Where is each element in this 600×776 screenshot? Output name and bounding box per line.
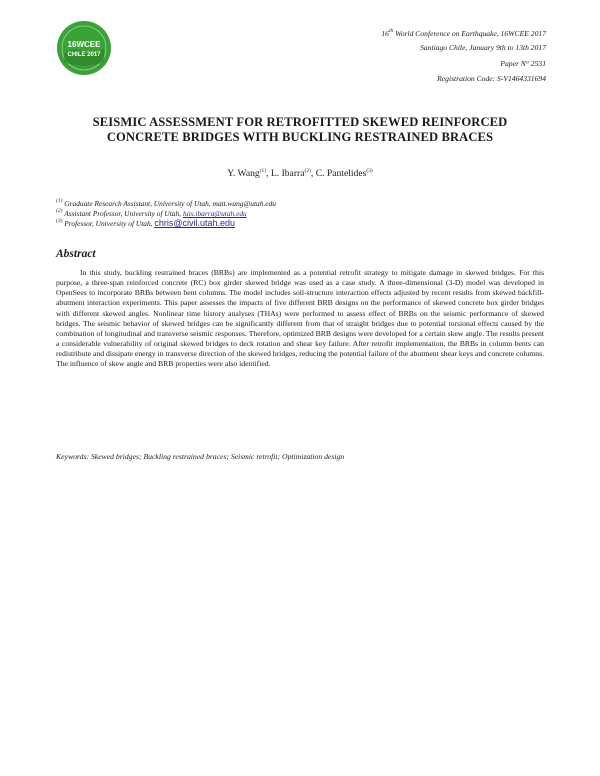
logo-line2: CHILE 2017 — [67, 52, 101, 58]
registration-code: Registration Code: S-V1464331694 — [437, 74, 546, 83]
email-link[interactable]: chris@civil.utah.edu — [154, 218, 236, 228]
title-line-2: CONCRETE BRIDGES WITH BUCKLING RESTRAINED BRACES — [106, 130, 494, 144]
title-line-1: SEISMIC ASSESSMENT FOR RETROFITTED SKEWED REINFORCED — [92, 115, 508, 129]
affiliation-2: $^{(2)}$ Assistant Professor, University of Utah, luis.ibarra@utah.edu — [56, 208, 247, 218]
abstract-heading: Abstract — [56, 248, 96, 260]
conference-name: 16th World Conference on Earthquake, 16WCEE 2017 — [381, 28, 546, 38]
paper-number: Paper N° 2531 — [500, 59, 546, 68]
paper-title — [56, 115, 544, 145]
email-link[interactable]: matt.wang@utah.edu — [212, 199, 276, 208]
conference-logo — [56, 20, 112, 76]
author-name: Y. Wang — [227, 168, 260, 179]
abstract-body: In this study, buckling restrained braces (BRBs) are implemented as a potential retrofit strategy to mitigate damage in skewed bridges. For this purpose, a three-span reinforced concrete (RC) box girder skewed bridge was used as a case study. A three-dimensional (3-D) model was developed in OpenSees to incorporate BRBs between bent columns. The model includes soil-structure interaction effects adjusted by recent results from skewed backfill-abutment interaction experiments. This paper assesses the impacts of five different BRB designs on the performance of skewed concrete box girder bridges with different skewed angles. Nonlinear time history analyses (THAs) were performed to assess effect of BRBs on the seismic performance of skewed bridges. The seismic behavior of skewed bridges can be significantly different from that of straight bridges due to potential torsional effects caused by the combination of longitudinal and transverse seismic responses. Therefore, optimized BRB designs were developed for a certain skew angle. The results present a considerable vulnerability of original skewed bridges to deck rotation and shear key failure. After retrofit implementation, the BRBs in column bents can redistribute and dissipate energy in transverse direction of the skewed bridges, reducing the potential failure of the abutment shear keys and concrete columns. The influence of skew angle and BRB properties were also identified. — [56, 268, 544, 369]
affiliation-1: $^{(1)}$ Graduate Research Assistant, University of Utah, matt.wang@utah.edu — [56, 198, 276, 208]
conference-location: Santiago Chile, January 9th to 13th 2017 — [420, 43, 546, 52]
email-link[interactable]: luis.ibarra@utah.edu — [182, 209, 247, 218]
affiliation-3: $^{(3)}$ Professor, University of Utah, chris@civil.utah.edu — [56, 218, 236, 228]
logo-line1: 16WCEE — [67, 40, 101, 49]
author-name: C. Pantelides — [315, 168, 367, 179]
author-list: Y. Wang$^{(1)}$, L. Ibarra$^{(2)}$, C. Pantelides$^{(3)}$ — [227, 168, 373, 179]
keywords: Keywords: Skewed bridges; Buckling restrained braces; Seismic retrofit; Optimization design — [56, 452, 345, 461]
author-name: L. Ibarra — [270, 168, 305, 179]
